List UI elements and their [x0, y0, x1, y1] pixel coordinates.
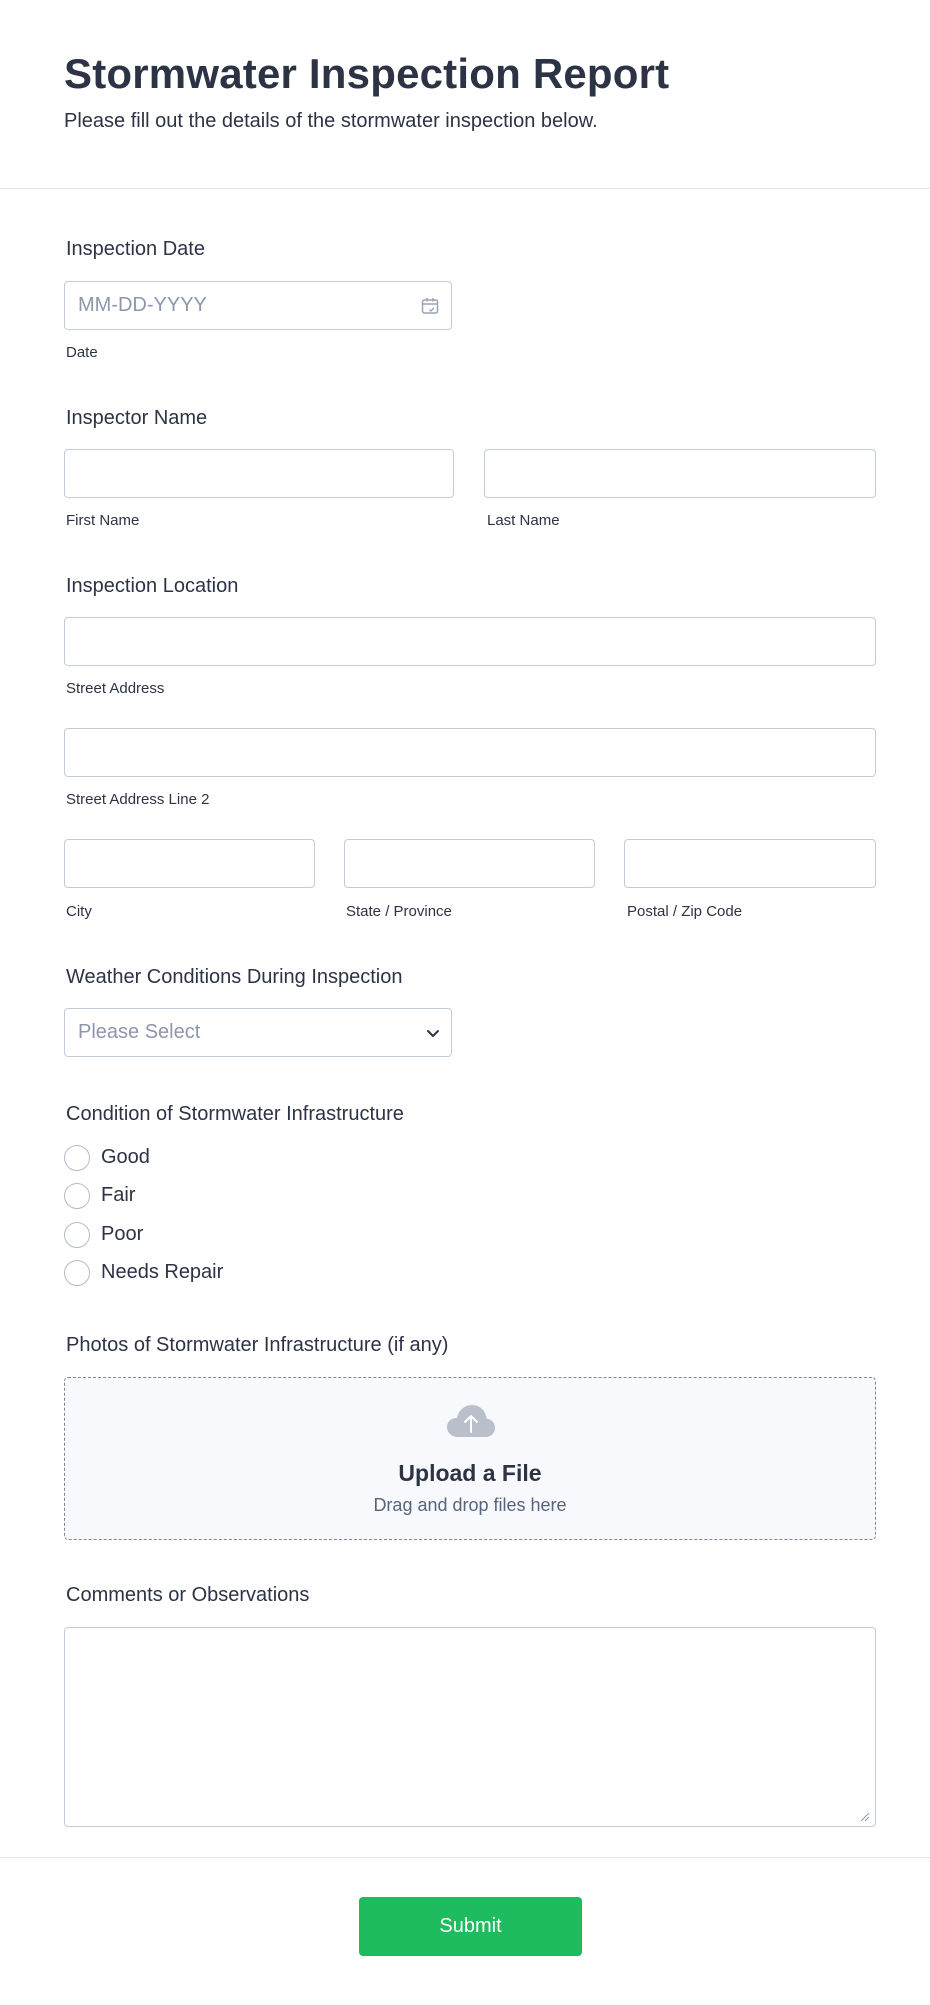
postal-zip-input[interactable]: [624, 839, 876, 888]
inspection-location-label: Inspection Location: [66, 575, 239, 597]
upload-subtext: Drag and drop files here: [373, 1495, 567, 1515]
page-subtitle: Please fill out the details of the stormwater inspection below.: [64, 110, 598, 132]
weather-conditions-select[interactable]: [64, 1008, 452, 1057]
inspection-date-input[interactable]: [64, 281, 452, 330]
cloud-upload-icon: [446, 1403, 496, 1439]
radio-label: Needs Repair: [101, 1261, 224, 1283]
state-province-sublabel: State / Province: [346, 903, 452, 920]
upload-title: Upload a File: [398, 1460, 542, 1486]
first-name-input[interactable]: [64, 449, 454, 498]
inspection-date-label: Inspection Date: [66, 238, 205, 260]
first-name-sublabel: First Name: [66, 512, 140, 529]
radio-button[interactable]: [64, 1145, 90, 1171]
form-header: [0, 0, 930, 189]
submit-button[interactable]: Submit: [359, 1897, 582, 1956]
radio-button[interactable]: [64, 1222, 90, 1248]
postal-zip-sublabel: Postal / Zip Code: [627, 903, 743, 920]
radio-label: Good: [101, 1146, 150, 1168]
photos-label: Photos of Stormwater Infrastructure (if any): [66, 1334, 449, 1356]
inspector-name-label: Inspector Name: [66, 407, 208, 429]
chevron-down-icon: [425, 1025, 441, 1041]
weather-conditions-label: Weather Conditions During Inspection: [66, 966, 403, 988]
radio-button[interactable]: [64, 1183, 90, 1209]
file-upload-dropzone[interactable]: [64, 1377, 876, 1540]
radio-label: Poor: [101, 1223, 144, 1245]
page-title: Stormwater Inspection Report: [64, 50, 670, 97]
last-name-sublabel: Last Name: [487, 512, 560, 529]
weather-select-value: Please Select: [78, 1021, 201, 1043]
last-name-input[interactable]: [484, 449, 876, 498]
comments-label: Comments or Observations: [66, 1584, 310, 1606]
street-address-sublabel: Street Address: [66, 680, 165, 697]
calendar-icon[interactable]: [420, 296, 440, 316]
city-sublabel: City: [66, 903, 92, 920]
radio-button[interactable]: [64, 1260, 90, 1286]
street-address-line2-sublabel: Street Address Line 2: [66, 791, 210, 808]
state-province-input[interactable]: [344, 839, 595, 888]
resize-handle-icon[interactable]: [860, 1812, 870, 1822]
radio-label: Fair: [101, 1184, 136, 1206]
comments-textarea[interactable]: [64, 1627, 876, 1827]
inspection-date-sublabel: Date: [66, 344, 98, 361]
city-input[interactable]: [64, 839, 315, 888]
form-footer: [0, 1857, 930, 2005]
condition-label: Condition of Stormwater Infrastructure: [66, 1103, 404, 1125]
street-address-line2-input[interactable]: [64, 728, 876, 777]
street-address-input[interactable]: [64, 617, 876, 666]
